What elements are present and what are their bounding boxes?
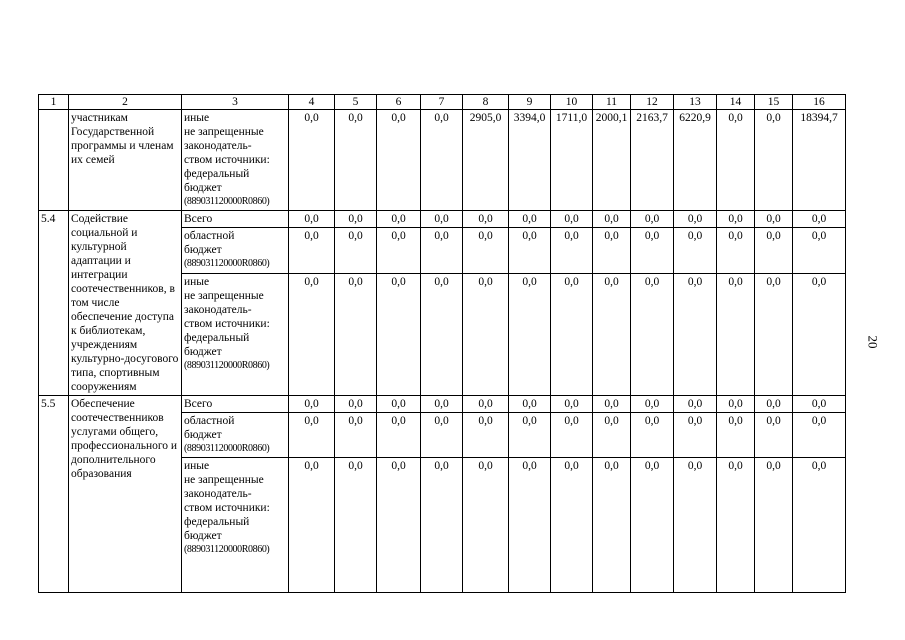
header-cell: 14 (717, 95, 755, 110)
budget-code: (889031120000R0860) (184, 196, 270, 207)
value-cell: 0,0 (463, 413, 509, 458)
funding-source-cell (182, 458, 289, 593)
value-cell: 3394,0 (509, 110, 551, 211)
funding-source-line: законодатель- (184, 488, 252, 500)
header-cell: 7 (421, 95, 463, 110)
header-cell: 13 (674, 95, 717, 110)
value-cell: 0,0 (793, 396, 846, 413)
value-cell: 0,0 (755, 458, 793, 593)
funding-source-line: бюджет (184, 244, 222, 257)
value-cell: 0,0 (289, 458, 335, 593)
value-cell: 0,0 (463, 458, 509, 593)
funding-source-line: областной (184, 415, 235, 427)
value-cell: 0,0 (674, 458, 717, 593)
section-number: 5.4 (39, 211, 69, 396)
value-cell: 0,0 (421, 110, 463, 211)
value-cell: 0,0 (674, 274, 717, 396)
header-cell: 6 (377, 95, 421, 110)
value-cell: 0,0 (335, 228, 377, 274)
header-cell: 10 (551, 95, 593, 110)
value-cell: 0,0 (755, 413, 793, 458)
value-cell: 0,0 (631, 228, 674, 274)
value-cell: 0,0 (551, 211, 593, 228)
value-cell: 0,0 (551, 458, 593, 593)
value-cell: 0,0 (421, 458, 463, 593)
value-cell: 2163,7 (631, 110, 674, 211)
funding-source-line: не запрещенные (184, 474, 264, 486)
value-cell: 0,0 (421, 211, 463, 228)
value-cell: 0,0 (335, 413, 377, 458)
table-row (39, 211, 846, 228)
section-number: 5.5 (39, 396, 69, 593)
funding-source-line: бюджет (184, 429, 222, 441)
funding-source-cell (182, 228, 289, 274)
value-cell: 0,0 (593, 211, 631, 228)
value-cell: 0,0 (509, 228, 551, 274)
value-cell: 0,0 (377, 110, 421, 211)
value-cell: 0,0 (674, 228, 717, 274)
value-cell: 0,0 (793, 274, 846, 396)
value-cell: 0,0 (717, 413, 755, 458)
value-cell: 0,0 (793, 458, 846, 593)
value-cell: 0,0 (793, 413, 846, 458)
value-cell: 0,0 (421, 228, 463, 274)
value-cell: 0,0 (551, 396, 593, 413)
value-cell: 0,0 (421, 274, 463, 396)
value-cell: 0,0 (717, 110, 755, 211)
value-cell: 0,0 (289, 274, 335, 396)
value-cell: 0,0 (631, 211, 674, 228)
value-cell: 0,0 (551, 413, 593, 458)
value-cell: 0,0 (551, 274, 593, 396)
value-cell: 0,0 (509, 274, 551, 396)
funding-source-line: Всего (184, 213, 213, 225)
funding-source-line: иные (184, 112, 210, 124)
value-cell: 0,0 (377, 211, 421, 228)
table-row (39, 110, 846, 211)
value-cell: 0,0 (674, 211, 717, 228)
value-cell: 0,0 (755, 211, 793, 228)
value-cell: 0,0 (755, 274, 793, 396)
value-cell: 0,0 (593, 228, 631, 274)
value-cell: 0,0 (463, 211, 509, 228)
value-cell: 2905,0 (463, 110, 509, 211)
value-cell: 0,0 (593, 396, 631, 413)
table-row (39, 396, 846, 413)
funding-source-line: федеральный (184, 168, 250, 180)
header-cell: 11 (593, 95, 631, 110)
value-cell: 0,0 (631, 396, 674, 413)
header-cell: 3 (182, 95, 289, 110)
header-cell: 1 (39, 95, 69, 110)
funding-source-line: ством источники: (184, 502, 270, 514)
value-cell: 0,0 (289, 228, 335, 274)
value-cell: 0,0 (509, 211, 551, 228)
header-cell: 2 (69, 95, 182, 110)
section-name: Содействие социальной и культурной адаптации и интеграции соотечественников, в том числе обеспечение доступа к библиотекам, учреждениям культурно-досугового типа, спортивным сооружениям (69, 211, 182, 396)
value-cell: 0,0 (377, 413, 421, 458)
value-cell: 0,0 (289, 211, 335, 228)
value-cell: 0,0 (509, 396, 551, 413)
funding-source-line: иные (184, 276, 210, 288)
header-cell: 4 (289, 95, 335, 110)
section-name: участникам Государственной программы и членам их семей (69, 110, 182, 211)
value-cell: 0,0 (551, 228, 593, 274)
funding-source-line: не запрещенные (184, 126, 264, 138)
budget-code: (889031120000R0860) (184, 544, 270, 555)
value-cell: 0,0 (377, 274, 421, 396)
value-cell: 0,0 (631, 413, 674, 458)
value-cell: 0,0 (717, 458, 755, 593)
value-cell: 18394,7 (793, 110, 846, 211)
value-cell: 2000,1 (593, 110, 631, 211)
value-cell: 0,0 (674, 413, 717, 458)
funding-source-cell (182, 110, 289, 211)
value-cell: 0,0 (463, 396, 509, 413)
section-name: Обеспечение соотечественников услугами общего, профессионального и дополнительного образования (69, 396, 182, 593)
value-cell: 1711,0 (551, 110, 593, 211)
value-cell: 0,0 (289, 110, 335, 211)
value-cell: 0,0 (593, 458, 631, 593)
value-cell: 0,0 (335, 396, 377, 413)
value-cell: 0,0 (717, 228, 755, 274)
funding-source-line: бюджет (184, 530, 222, 542)
value-cell: 0,0 (674, 396, 717, 413)
header-cell: 9 (509, 95, 551, 110)
value-cell: 0,0 (755, 228, 793, 274)
funding-source-line: областной (184, 230, 235, 243)
budget-table (38, 94, 846, 593)
funding-source-cell (182, 413, 289, 458)
value-cell: 0,0 (717, 396, 755, 413)
value-cell: 0,0 (755, 110, 793, 211)
funding-source-line: не запрещенные (184, 290, 264, 302)
section-number (39, 110, 69, 211)
funding-source-cell (182, 211, 289, 228)
budget-code: (889031120000R0860) (184, 258, 270, 270)
value-cell: 0,0 (593, 274, 631, 396)
value-cell: 0,0 (377, 396, 421, 413)
value-cell: 0,0 (755, 396, 793, 413)
value-cell: 0,0 (421, 396, 463, 413)
header-cell: 16 (793, 95, 846, 110)
funding-source-cell (182, 274, 289, 396)
value-cell: 0,0 (631, 458, 674, 593)
header-cell: 5 (335, 95, 377, 110)
value-cell: 0,0 (335, 110, 377, 211)
budget-code: (889031120000R0860) (184, 443, 270, 454)
value-cell: 0,0 (377, 228, 421, 274)
value-cell: 0,0 (289, 396, 335, 413)
funding-source-line: ством источники: (184, 154, 270, 166)
funding-source-line: ством источники: (184, 318, 270, 330)
value-cell: 0,0 (509, 413, 551, 458)
header-cell: 12 (631, 95, 674, 110)
value-cell: 0,0 (593, 413, 631, 458)
funding-source-line: федеральный (184, 332, 250, 344)
funding-source-line: законодатель- (184, 140, 252, 152)
value-cell: 0,0 (717, 211, 755, 228)
value-cell: 0,0 (793, 211, 846, 228)
funding-source-line: законодатель- (184, 304, 252, 316)
value-cell: 0,0 (377, 458, 421, 593)
value-cell: 6220,9 (674, 110, 717, 211)
funding-source-cell (182, 396, 289, 413)
table-body (39, 110, 846, 593)
value-cell: 0,0 (717, 274, 755, 396)
funding-source-line: бюджет (184, 182, 222, 194)
value-cell: 0,0 (793, 228, 846, 274)
budget-code: (889031120000R0860) (184, 360, 270, 371)
header-cell: 8 (463, 95, 509, 110)
funding-source-line: Всего (184, 398, 213, 410)
header-cell: 15 (755, 95, 793, 110)
value-cell: 0,0 (289, 413, 335, 458)
value-cell: 0,0 (335, 274, 377, 396)
page-number: 20 (865, 335, 881, 349)
value-cell: 0,0 (463, 228, 509, 274)
value-cell: 0,0 (631, 274, 674, 396)
funding-source-line: федеральный (184, 516, 250, 528)
funding-source-line: бюджет (184, 346, 222, 358)
value-cell: 0,0 (335, 458, 377, 593)
value-cell: 0,0 (509, 458, 551, 593)
funding-source-line: иные (184, 460, 210, 472)
value-cell: 0,0 (421, 413, 463, 458)
header-row (39, 95, 846, 110)
value-cell: 0,0 (463, 274, 509, 396)
value-cell: 0,0 (335, 211, 377, 228)
